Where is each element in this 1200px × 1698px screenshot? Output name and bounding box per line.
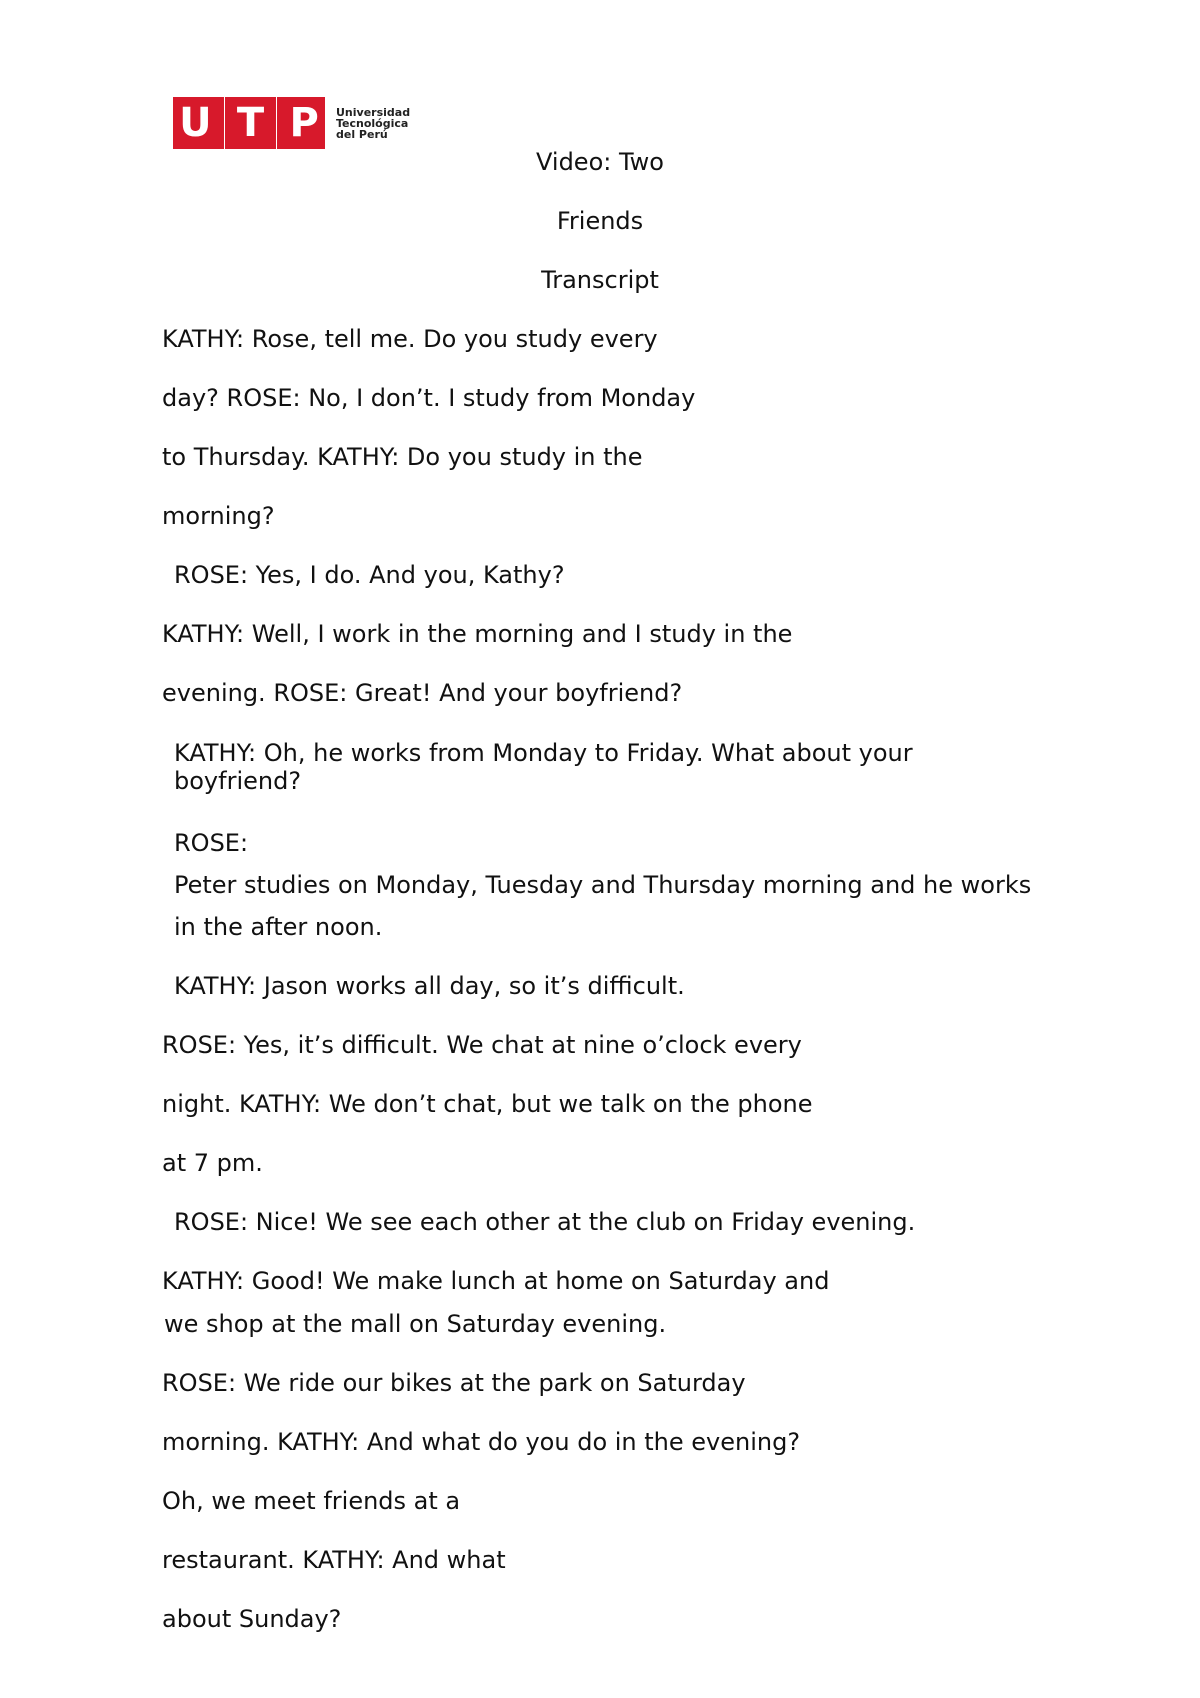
transcript-line: ROSE: Yes, it’s difficult. We chat at nine o’clock every: [162, 1031, 802, 1059]
transcript-line: we shop at the mall on Saturday evening.: [164, 1310, 667, 1338]
transcript-line: about Sunday?: [162, 1605, 342, 1633]
transcript-line: evening. ROSE: Great! And your boyfriend?: [162, 679, 683, 707]
utp-logo-mark: [173, 97, 325, 149]
transcript-line: Peter studies on Monday, Tuesday and Thursday morning and he works: [174, 871, 1032, 899]
logo-letter-p: P: [289, 100, 319, 146]
logo-text-line-2: Tecnológica: [336, 116, 409, 130]
title-line-1: Video: Two: [536, 148, 664, 176]
transcript-line: KATHY: Rose, tell me. Do you study every: [162, 325, 658, 353]
logo-text-line-1: Universidad: [336, 105, 411, 119]
transcript-line: in the after noon.: [174, 913, 383, 941]
transcript-line: morning?: [162, 502, 275, 530]
utp-logo-text: [336, 107, 410, 140]
transcript-line: KATHY: Good! We make lunch at home on Saturday and: [162, 1267, 830, 1295]
transcript-line: KATHY: Well, I work in the morning and I study in the: [162, 620, 793, 648]
transcript-line: ROSE:: [174, 829, 249, 857]
transcript-line: morning. KATHY: And what do you do in the evening?: [162, 1428, 801, 1456]
utp-logo: [173, 97, 410, 149]
title-line-2: Friends: [556, 207, 644, 235]
transcript-line: ROSE: Yes, I do. And you, Kathy?: [174, 561, 565, 589]
logo-letter-u: U: [179, 100, 212, 146]
logo-text-line-3: del Perú: [336, 127, 388, 141]
transcript-line: Oh, we meet friends at a: [162, 1487, 461, 1515]
transcript-line: night. KATHY: We don’t chat, but we talk on the phone: [162, 1090, 813, 1118]
transcript-line: ROSE: We ride our bikes at the park on Saturday: [162, 1369, 746, 1397]
transcript-line: at 7 pm.: [162, 1149, 263, 1177]
transcript-line: KATHY: Oh, he works from Monday to Friday. What about your: [174, 739, 913, 767]
transcript-line: boyfriend?: [174, 767, 302, 795]
transcript-line: ROSE: Nice! We see each other at the club on Friday evening.: [174, 1208, 916, 1236]
transcript-line: KATHY: Jason works all day, so it’s difficult.: [174, 972, 685, 1000]
title-line-3: Transcript: [541, 266, 659, 294]
transcript-line: day? ROSE: No, I don’t. I study from Monday: [162, 384, 696, 412]
transcript-line: to Thursday. KATHY: Do you study in the: [162, 443, 643, 471]
logo-letter-t: T: [236, 100, 265, 146]
transcript-line: restaurant. KATHY: And what: [162, 1546, 506, 1574]
